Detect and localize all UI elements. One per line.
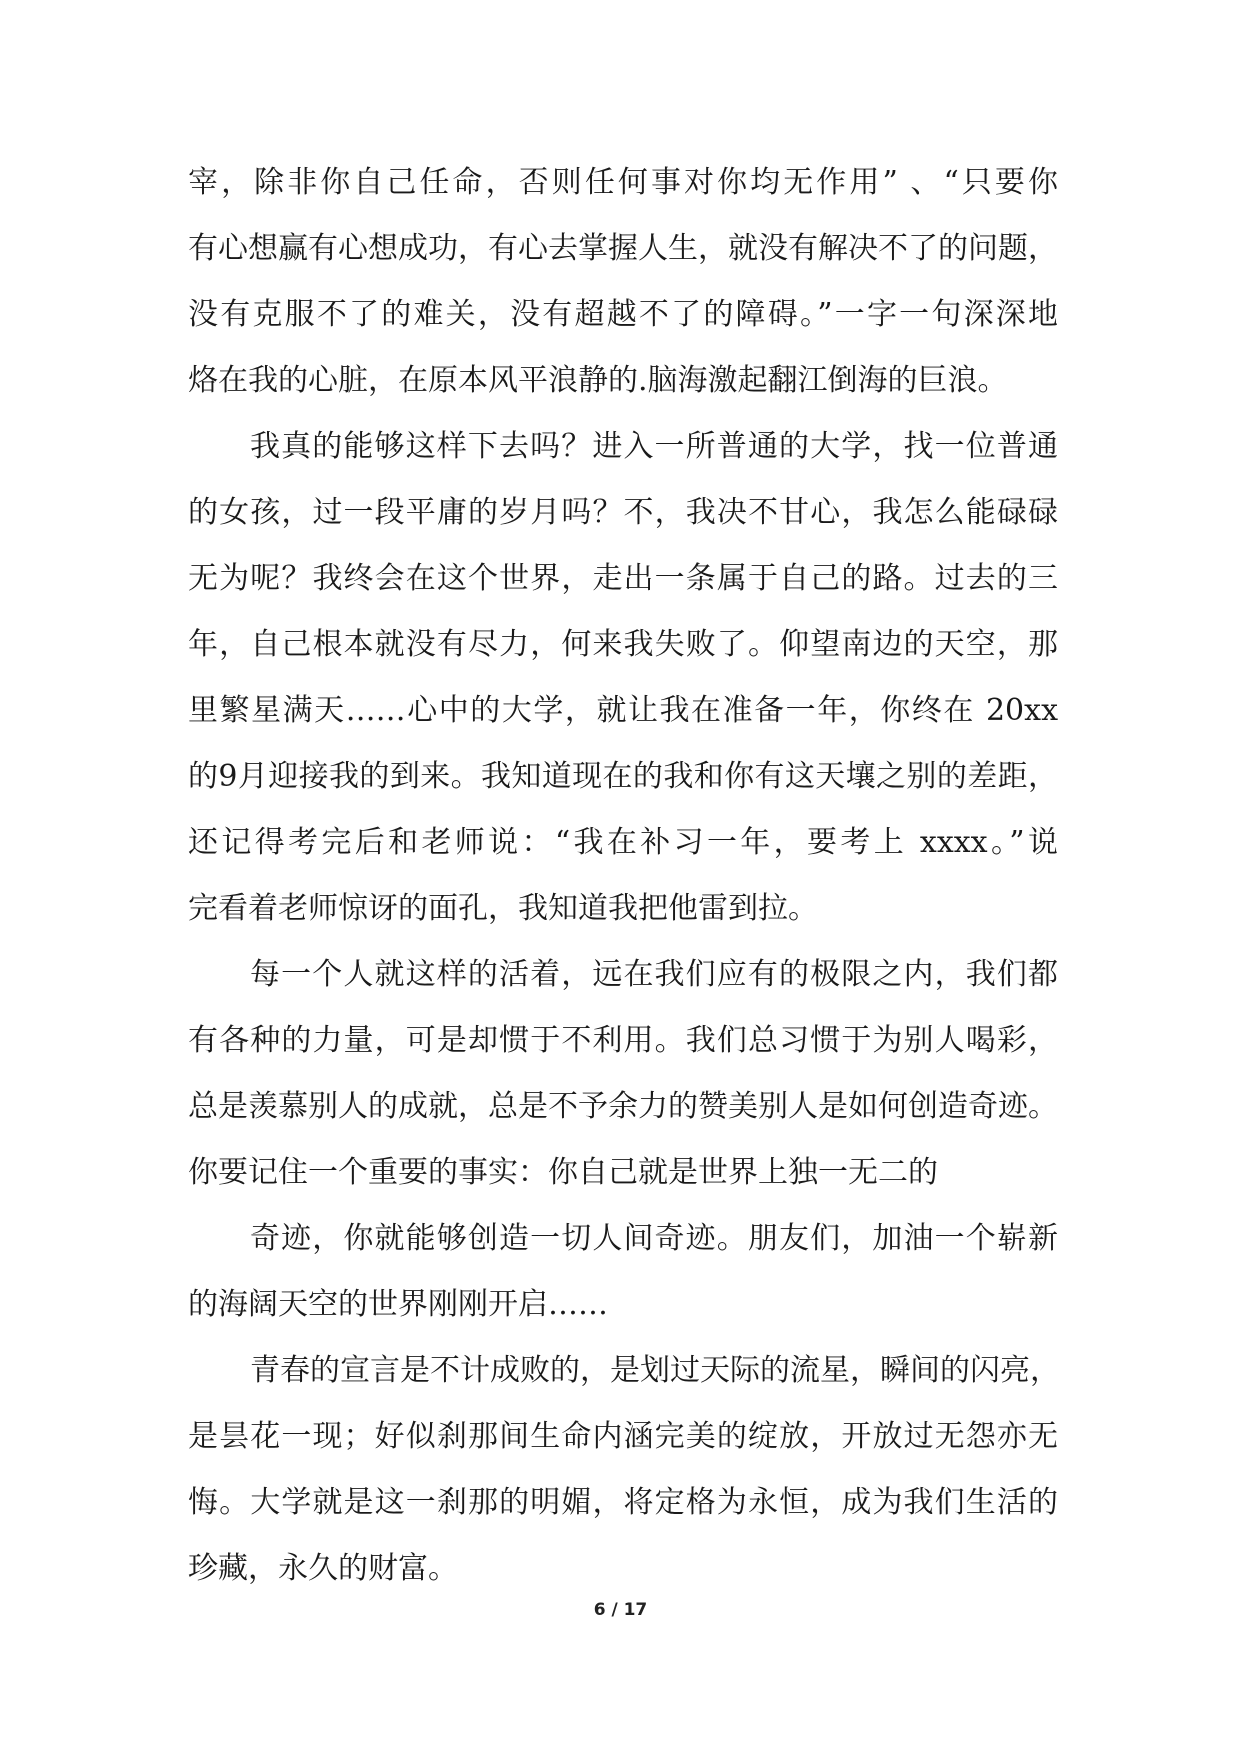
page-number: 6 / 17 [593, 1600, 648, 1620]
text-line: 年，自己根本就没有尽力，何来我失败了。仰望南边的天空，那 [188, 627, 1058, 662]
text-line: 总是羡慕别人的成就，总是不予余力的赞美别人是如何创造奇迹。 [188, 1089, 1058, 1124]
text-line: 的海阔天空的世界刚刚开启…… [188, 1287, 608, 1322]
text-line: 烙在我的心脏，在原本风平浪静的.脑海激起翻江倒海的巨浪。 [188, 363, 1008, 398]
paragraph-first-line: 每一个人就这样的活着，远在我们应有的极限之内，我们都 [250, 957, 1058, 992]
text-line: 有心想赢有心想成功，有心去掌握人生，就没有解决不了的问题， [188, 231, 1058, 266]
text-line: 没有克服不了的难关，没有超越不了的障碍。”一字一句深深地 [188, 297, 1058, 332]
text-line: 你要记住一个重要的事实：你自己就是世界上独一无二的 [188, 1155, 938, 1190]
paragraph-first-line: 我真的能够这样下去吗？进入一所普通的大学，找一位普通 [250, 429, 1058, 464]
body-text [188, 150, 1058, 1602]
text-line: 还记得考完后和老师说：“我在补习一年，要考上 xxxx。”说 [188, 825, 1058, 860]
text-line: 有各种的力量，可是却惯于不利用。我们总习惯于为别人喝彩， [188, 1023, 1058, 1058]
paragraph-first-line: 奇迹，你就能够创造一切人间奇迹。朋友们，加油一个崭新 [250, 1221, 1058, 1256]
paragraph-first-line: 青春的宣言是不计成败的，是划过天际的流星，瞬间的闪亮， [250, 1353, 1060, 1388]
text-line: 无为呢？我终会在这个世界，走出一条属于自己的路。过去的三 [188, 561, 1058, 596]
text-line: 悔。大学就是这一刹那的明媚，将定格为永恒，成为我们生活的 [188, 1485, 1058, 1520]
text-line: 完看着老师惊讶的面孔，我知道我把他雷到拉。 [188, 891, 818, 926]
text-line: 珍藏，永久的财富。 [188, 1551, 458, 1586]
text-line: 的9月迎接我的到来。我知道现在的我和你有这天壤之别的差距， [188, 759, 1058, 794]
text-line: 是昙花一现；好似刹那间生命内涵完美的绽放，开放过无怨亦无 [188, 1419, 1058, 1454]
text-line: 里繁星满天……心中的大学，就让我在准备一年，你终在 20xx [188, 693, 1058, 728]
text-line: 宰，除非你自己任命，否则任何事对你均无作用” 、“只要你 [188, 165, 1058, 200]
text-line: 的女孩，过一段平庸的岁月吗？不，我决不甘心，我怎么能碌碌 [188, 495, 1058, 530]
